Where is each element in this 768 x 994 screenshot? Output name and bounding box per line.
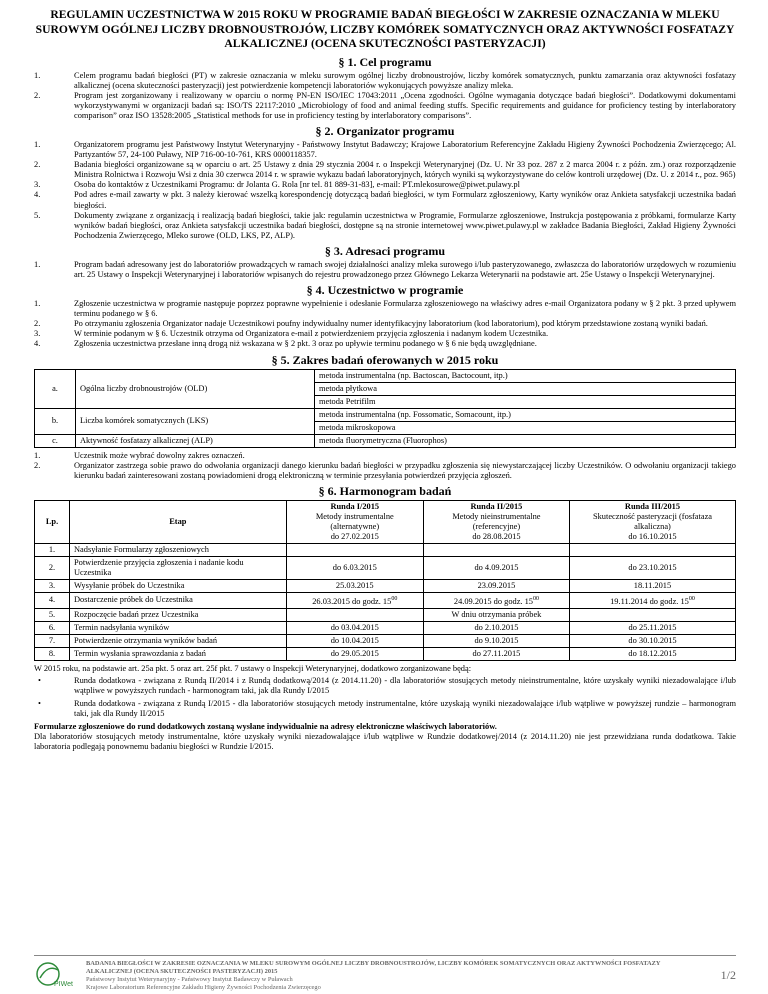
page-footer — [34, 955, 736, 992]
table-row: 6. Termin nadsyłania wyników do 03.04.2015 do 2.10.2015 do 25.11.2015 — [35, 621, 736, 634]
section-5-list — [34, 451, 736, 481]
table-row: 8. Termin wysłania sprawozdania z badań do 29.05.2015 do 27.11.2015 do 18.12.2015 — [35, 647, 736, 660]
list-item: • Runda dodatkowa - związana z Rundą II/2014 i z Rundą dodatkową/2014 (z 2014.11.20) - dla laboratoriów stosujących metody nieinstrumentalne, które uzyskały wyniki niezadowalające i/lub wątpliwe w powyższych rundach - harmonogram taki, jak dla Rundy I/2015 — [38, 675, 736, 695]
list-item: • Runda dodatkowa - związana z Rundą I/2015 - dla laboratoriów stosujących metody instrumentalne, które uzyskają wyniki niezadowalające i/lub wątpliwe w powyższej rundzie – harmonogram taki, jak dla Rundy II/2015 — [38, 698, 736, 719]
document-page — [34, 8, 736, 752]
table-row: a. Ogólna liczby drobnoustrojów (OLD) metoda instrumentalna (np. Bactoscan, Bactocount, itp.) — [35, 369, 736, 382]
list-item: 1. Zgłoszenie uczestnictwa w programie następuje poprzez poprawne wypełnienie i odesłanie Formularza zgłoszeniowego na właściwy adres e-mail Organizatora podany w § 2 pkt. 3 przed upływem terminu podanego w § 6. — [34, 299, 736, 319]
table-row: 7. Potwierdzenie otrzymania wyników badań do 10.04.2015 do 9.10.2015 do 30.10.2015 — [35, 634, 736, 647]
list-item: 2. Po otrzymaniu zgłoszenia Organizator nadaje Uczestnikowi poufny indywidualny numer identyfikacyjny laboratorium (kod laboratorium), pod którym przedstawione zostaną wyniki badań. — [34, 319, 708, 329]
list-item: 2. Program jest zorganizowany i realizowany w oparciu o normę PN-EN ISO/IEC 17043:2011 „Ocena zgodności. Ogólne wymagania dotyczące badań biegłości”. Dodatkowymi dokumentami wykorzystywanymi w organizacji badań są: ISO/TS 22117:2010 „Microbiology of food and animal feeding stuffs. Specific requirements and guidance for proficiency testing by interlaboratory comparison” oraz ISO 13528:2005 „Statistical methods for use in proficiency testing by interlaboratory comparisons”. — [34, 90, 736, 120]
list-item: 2. Badania biegłości organizowane są w oparciu o art. 25 Ustawy z dnia 29 stycznia 2004 r. o Inspekcji Weterynaryjnej (Dz. U. Nr 33 poz. 287 z 2 marca 2004 r. z późn. zm.) oraz rozporządzenie Ministra Rolnictwa i Rozwoju Wsi z dnia 30 czerwca 2014 r. w sprawie wykazu badań laboratoryjnych, których wyniki są wykorzystywane do celów kontroli urzędowej (Dz. U. z 2014 r., poz. 965) — [34, 160, 736, 180]
table-row: 3. Wysyłanie próbek do Uczestnika 25.03.2015 23.09.2015 18.11.2015 — [35, 579, 736, 592]
list-item: 3. W terminie podanym w § 6. Uczestnik otrzyma od Organizatora e-mail z potwierdzeniem przyjęcia zgłoszenia i nadanym kodem Uczestnika. — [34, 329, 549, 339]
list-item: 1. Organizatorem programu jest Państwowy Instytut Weterynaryjny - Państwowy Instytut Badawczy; Krajowe Laboratorium Referencyjne Zakładu Higieny Żywności Pochodzenia Zwierzęcego; Al. Partyzantów 57, 24-100 Puławy, NIP 716-00-10-761, KRS 0000118357. — [34, 139, 736, 160]
table-header-row: Lp. Etap Runda I/2015 Metody instrumentalne (alternatywne) do 27.02.2015 Runda II/2015 Metody nieinstrumentalne (referencyjne) do 28.08.2015 Runda III/2015 Skuteczność pasteryzacji (fosfataza alkaliczna) do 16.10.2015 — [35, 500, 736, 543]
footer-text: BADANIA BIEGŁOŚCI W ZAKRESIE OZNACZANIA W MLEKU SUROWYM OGÓLNEJ LICZBY DROBNOUSTROJÓW, LICZBY KOMÓREK SOMATYCZNYCH ORAZ AKTYWNOŚCI FOSFATAZY ALKALICZNEJ (OCENA SKUTECZNOŚCI PASTERYZACJI) 2015 Państwowy Instytut Weterynaryjny - Państwowy Instytut Badawczy w Puławach Krajowe Laboratorium Referencyjne Zakładu Higieny Żywności Pochodzenia Zwierzęcego — [86, 960, 661, 991]
list-item: 5. Dokumenty związane z organizacją i realizacją badań biegłości, takie jak: regulamin uczestnictwa w Programie, Formularze zgłoszeniowe, Instrukcja postępowania z próbkami, formularze Karty wyników badań biegłości, oraz Ankieta satysfakcji uczestnika badań biegłości, dostępne są na stronie internetowej www.piwet.pulawy.pl w zakładce Badania Biegłości, Zakład Higieny Żywności Pochodzenia Zwierzęcego, Mleko surowe (OLD, LKS, PZ, ALP). — [34, 210, 736, 240]
list-item: 4. Pod adres e-mail zawarty w pkt. 3 należy kierować wszelką korespondencję dotyczącą badań biegłości, w tym Formularz zgłoszeniowy, Karty wyników oraz Ankieta satysfakcji uczestnika badań biegłości. — [34, 190, 736, 210]
piwet-logo-icon — [34, 960, 78, 990]
table-row: 4. Dostarczenie próbek do Uczestnika 26.03.2015 do godz. $15^{00}$ 24.09.2015 do godz. $15^{00}$ 19.11.2014 do godz. $15^{00}$ — [35, 592, 736, 608]
extra-rounds-note: Formularze zgłoszeniowe do rund dodatkowych zostaną wysłane indywidualnie na adresy elektroniczne właściwych laboratoriów. — [34, 722, 497, 732]
table-row: 5. Rozpoczęcie badań przez Uczestnika W dniu otrzymania próbek — [35, 608, 736, 621]
list-item: 1. Program badań adresowany jest do laboratoriów prowadzących w ramach swojej działalności analizy mleka surowego i/lub pasteryzowanego, zwłaszcza do laboratoriów urzędowych w rozumieniu art. 25 Ustawy o Inspekcji Weterynaryjnej i laboratoriów wpisanych do rejestru prowadzonego przez Głównego Lekarza Weterynarii na podstawie art. 25e Ustawy o Inspekcji Weterynaryjnej. — [34, 259, 736, 279]
schedule-table — [34, 500, 736, 661]
list-item: 2. Organizator zastrzega sobie prawo do odwołania organizacji danego kierunku badań biegłości w przypadku zgłoszenia się niewystarczającej liczby Uczestników. O odwołaniu organizacji takiego kierunku badań zainteresowani zostaną powiadomieni drogą elektroniczną w terminie przesyłania potwierdzeń przyjęcia zgłoszeń. — [34, 460, 736, 480]
extra-rounds-final: Dla laboratoriów stosujących metody instrumentalne, które uzyskały wyniki niezadowalające i/lub wątpliwe w Rundzie dodatkowej/2014 (z 2014.11.20) nie jest przewidziana runda dodatkowa. Takie laboratoria podlegają ponownemu badaniu biegłości w Rundzie I/2015. — [34, 732, 736, 752]
scope-table — [34, 369, 736, 448]
table-row: metoda mikroskopowa — [35, 421, 736, 434]
section-2-list — [34, 140, 736, 241]
section-2-heading: § 2. Organizator programu — [315, 123, 455, 138]
section-4-heading: § 4. Uczestnictwo w programie — [306, 283, 464, 298]
table-row: 1. Nadsyłanie Formularzy zgłoszeniowych — [35, 543, 736, 556]
table-row: metoda płytkowa — [35, 382, 736, 395]
section-1-list — [34, 71, 736, 121]
section-4-list — [34, 299, 736, 349]
list-item: 3. Osoba do kontaktów z Uczestnikami Programu: dr Jolanta G. Rola [nr tel. 81 889-31-83], e-mail: PT.mlekosurowe@piwet.pulawy.pl — [34, 180, 520, 190]
list-item: 1. Celem programu badań biegłości (PT) w zakresie oznaczania w mleku surowym ogólnej liczby drobnoustrojów, liczby komórek somatycznych, punktu zamarzania oraz aktywności fosfatazy alkalicznej (ocena skuteczności pasteryzacji) jest potwierdzenie kompetencji laboratoriów wykonujących powyższe analizy mleka. — [34, 70, 736, 90]
extra-rounds-list — [34, 676, 736, 719]
list-item: 1. Uczestnik może wybrać dowolny zakres oznaczeń. — [34, 450, 245, 460]
table-row: metoda Petrifilm — [35, 395, 736, 408]
section-5-heading: § 5. Zakres badań oferowanych w 2015 roku — [271, 352, 499, 367]
extra-rounds-intro: W 2015 roku, na podstawie art. 25a pkt. 5 oraz art. 25f pkt. 7 ustawy o Inspekcji Weterynaryjnej, dodatkowo zorganizowane będą: — [34, 663, 472, 673]
table-row: b. Liczba komórek somatycznych (LKS) metoda instrumentalna (np. Fossomatic, Somacount, itp.) — [35, 408, 736, 421]
section-3-list — [34, 260, 736, 280]
table-row: 2. Potwierdzenie przyjęcia zgłoszenia i nadanie kodu Uczestnika do 6.03.2015 do 4.09.2015 do 23.10.2015 — [35, 556, 736, 579]
page-number: 1/2 — [720, 968, 736, 982]
section-3-heading: § 3. Adresaci programu — [324, 243, 446, 258]
table-row: c. Aktywność fosfatazy alkalicznej (ALP) metoda fluorymetryczna (Fluorophos) — [35, 434, 736, 447]
section-6-heading: § 6. Harmonogram badań — [318, 483, 452, 498]
section-1-heading: § 1. Cel programu — [338, 54, 432, 69]
list-item: 4. Zgłoszenia uczestnictwa przesłane inną drogą niż wskazana w § 2 pkt. 3 oraz po upływie terminu podanego w § 6 nie będą uwzględniane. — [34, 339, 537, 349]
document-title: REGULAMIN UCZESTNICTWA W 2015 ROKU W PROGRAMIE BADAŃ BIEGŁOŚCI W ZAKRESIE OZNACZANIA W MLEKU SUROWYM OGÓLNEJ LICZBY DROBNOUSTROJÓW, LICZBY KOMÓREK SOMATYCZNYCH ORAZ AKTYWNOŚCI FOSFATAZY ALKALICZNEJ (OCENA SKUTECZNOŚCI PASTERYZACJI) — [35, 8, 735, 50]
svg-text:PIWet: PIWet — [54, 981, 73, 988]
